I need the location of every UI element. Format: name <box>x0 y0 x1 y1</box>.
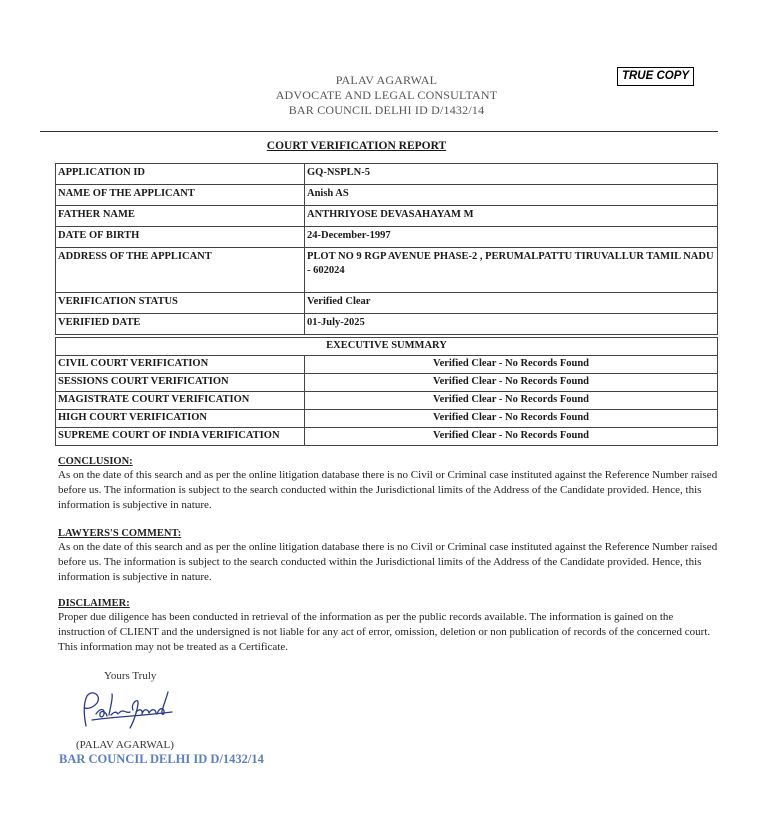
conclusion-heading: CONCLUSION: <box>58 456 133 467</box>
summary-value: Verified Clear - No Records Found <box>305 410 718 428</box>
table-row <box>56 392 718 410</box>
applicant-details-table <box>55 163 718 335</box>
table-row <box>56 293 718 314</box>
true-copy-stamp: TRUE COPY <box>617 67 694 86</box>
detail-value: ANTHRIYOSE DEVASAHAYAM M <box>305 206 718 227</box>
table-row <box>56 356 718 374</box>
lawyers-comment-section <box>58 527 718 585</box>
table-row <box>56 248 718 293</box>
table-row <box>56 314 718 335</box>
detail-value: Anish AS <box>305 185 718 206</box>
summary-label: SESSIONS COURT VERIFICATION <box>56 374 305 392</box>
table-row <box>56 185 718 206</box>
disclaimer-section <box>58 597 718 655</box>
executive-summary-table <box>55 337 718 446</box>
detail-label: VERIFIED DATE <box>56 314 305 335</box>
summary-label: SUPREME COURT OF INDIA VERIFICATION <box>56 428 305 446</box>
detail-value: GQ-NSPLN-5 <box>305 164 718 185</box>
table-header-row <box>56 338 718 356</box>
conclusion-section <box>58 455 718 513</box>
table-row <box>56 227 718 248</box>
lawyers-comment-text: As on the date of this search and as per the online litigation database there is no Civil or Criminal case instituted against the Reference Number raised before us. The information is subject to the search conducted within the Jurisdictional limits of the Address of the Candidate provided. Hence, this information is subjective in nature. <box>58 541 718 583</box>
handwritten-signature <box>78 690 178 732</box>
summary-label: CIVIL COURT VERIFICATION <box>56 356 305 374</box>
summary-value: Verified Clear - No Records Found <box>305 356 718 374</box>
advocate-bar-id: BAR COUNCIL DELHI ID D/1432/14 <box>288 103 485 117</box>
closing-salutation: Yours Truly <box>104 670 157 682</box>
detail-value: Verified Clear <box>305 293 718 314</box>
summary-value: Verified Clear - No Records Found <box>305 392 718 410</box>
advocate-title: ADVOCATE AND LEGAL CONSULTANT <box>275 88 498 102</box>
table-row <box>56 410 718 428</box>
header-divider <box>40 131 718 132</box>
table-row <box>56 164 718 185</box>
table-row <box>56 374 718 392</box>
table-row <box>56 428 718 446</box>
lawyers-comment-heading: LAWYERS'S COMMENT: <box>58 528 182 539</box>
summary-value: Verified Clear - No Records Found <box>305 374 718 392</box>
table-row <box>56 206 718 227</box>
detail-label: ADDRESS OF THE APPLICANT <box>56 248 305 293</box>
detail-value: PLOT NO 9 RGP AVENUE PHASE-2 , PERUMALPATTU TIRUVALLUR TAMIL NADU - 602024 <box>305 248 718 293</box>
summary-heading: EXECUTIVE SUMMARY <box>56 338 718 356</box>
disclaimer-heading: DISCLAIMER: <box>58 598 130 609</box>
detail-label: FATHER NAME <box>56 206 305 227</box>
detail-value: 01-July-2025 <box>305 314 718 335</box>
conclusion-text: As on the date of this search and as per the online litigation database there is no Civil or Criminal case instituted against the Reference Number raised before us. The information is subject to the search conducted within the Jurisdictional limits of the Address of the Candidate provided. Hence, this information is subjective in nature. <box>58 469 718 511</box>
signer-bar-id: BAR COUNCIL DELHI ID D/1432/14 <box>59 752 264 766</box>
summary-label: HIGH COURT VERIFICATION <box>56 410 305 428</box>
summary-value: Verified Clear - No Records Found <box>305 428 718 446</box>
report-title: COURT VERIFICATION REPORT <box>266 140 447 152</box>
detail-label: NAME OF THE APPLICANT <box>56 185 305 206</box>
disclaimer-text: Proper due diligence has been conducted in retrieval of the information as per the public records available. The information is gained on the instruction of CLIENT and the undersigned is not liable for any act of error, omission, deletion or non publication of records of the concerned court. This information may not be treated as a Certificate. <box>58 611 711 653</box>
detail-label: DATE OF BIRTH <box>56 227 305 248</box>
summary-label: MAGISTRATE COURT VERIFICATION <box>56 392 305 410</box>
detail-value: 24-December-1997 <box>305 227 718 248</box>
advocate-name: PALAV AGARWAL <box>335 73 438 87</box>
signer-name: (PALAV AGARWAL) <box>76 739 174 751</box>
detail-label: APPLICATION ID <box>56 164 305 185</box>
detail-label: VERIFICATION STATUS <box>56 293 305 314</box>
